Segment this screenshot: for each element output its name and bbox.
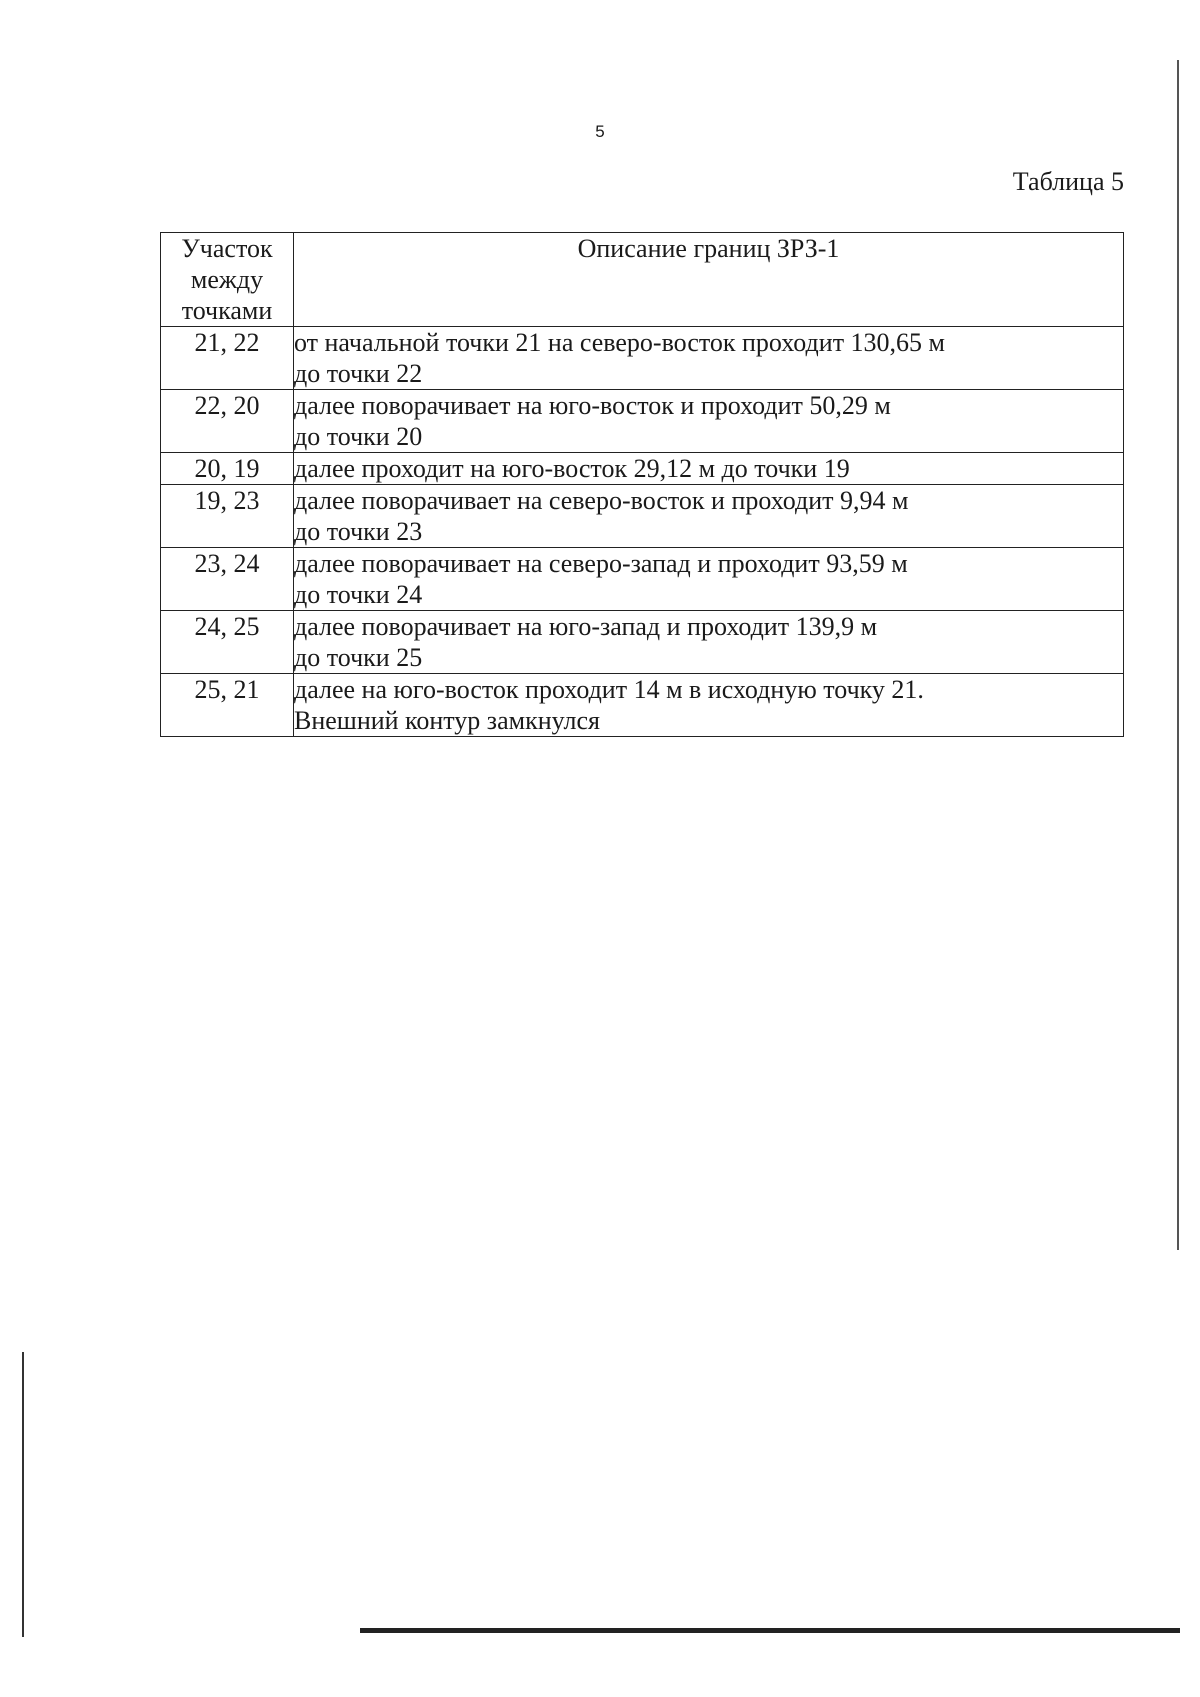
row-section: 23, 24 (161, 548, 294, 611)
row-section: 22, 20 (161, 390, 294, 453)
page-number: 5 (595, 122, 605, 141)
row-section: 25, 21 (161, 674, 294, 737)
description-line: Внешний контур замкнулся (294, 706, 600, 735)
header-description: Описание границ ЗРЗ-1 (294, 233, 1124, 327)
description-line: далее поворачивает на юго-восток и проходит 50,29 м (294, 391, 891, 420)
table-row (161, 674, 1124, 737)
description-line: до точки 23 (294, 517, 423, 546)
row-description (294, 674, 1124, 737)
boundary-table (160, 232, 1124, 737)
scan-edge-left (22, 1352, 24, 1637)
row-section: 21, 22 (161, 327, 294, 390)
row-description (294, 453, 1124, 485)
description-line: до точки 25 (294, 643, 423, 672)
table-caption: Таблица 5 (1012, 167, 1124, 196)
row-description (294, 485, 1124, 548)
row-section: 20, 19 (161, 453, 294, 485)
description-line: далее поворачивает на северо-восток и проходит 9,94 м (294, 486, 909, 515)
description-line: от начальной точки 21 на северо-восток проходит 130,65 м (294, 328, 946, 357)
table-row (161, 485, 1124, 548)
description-line: до точки 24 (294, 580, 423, 609)
description-line: далее на юго-восток проходит 14 м в исходную точку 21. (294, 675, 924, 704)
description-line: до точки 22 (294, 359, 423, 388)
description-line: далее проходит на юго-восток 29,12 м до точки 19 (294, 454, 850, 483)
scan-edge-bottom (360, 1628, 1180, 1633)
description-line: до точки 20 (294, 422, 423, 451)
row-description (294, 327, 1124, 390)
scan-edge-right (1177, 60, 1179, 1250)
row-description (294, 611, 1124, 674)
table-row (161, 327, 1124, 390)
table-row (161, 453, 1124, 485)
header-section-line: между (190, 265, 264, 294)
header-section-line: точками (181, 296, 273, 325)
row-section: 24, 25 (161, 611, 294, 674)
table-row (161, 548, 1124, 611)
header-section (161, 233, 294, 327)
header-section-line: Участок (181, 234, 273, 263)
description-line: далее поворачивает на северо-запад и проходит 93,59 м (294, 549, 908, 578)
table-row (161, 611, 1124, 674)
table-row (161, 390, 1124, 453)
row-section: 19, 23 (161, 485, 294, 548)
description-line: далее поворачивает на юго-запад и проходит 139,9 м (294, 612, 878, 641)
table-header-row (161, 233, 1124, 327)
row-description (294, 548, 1124, 611)
row-description (294, 390, 1124, 453)
